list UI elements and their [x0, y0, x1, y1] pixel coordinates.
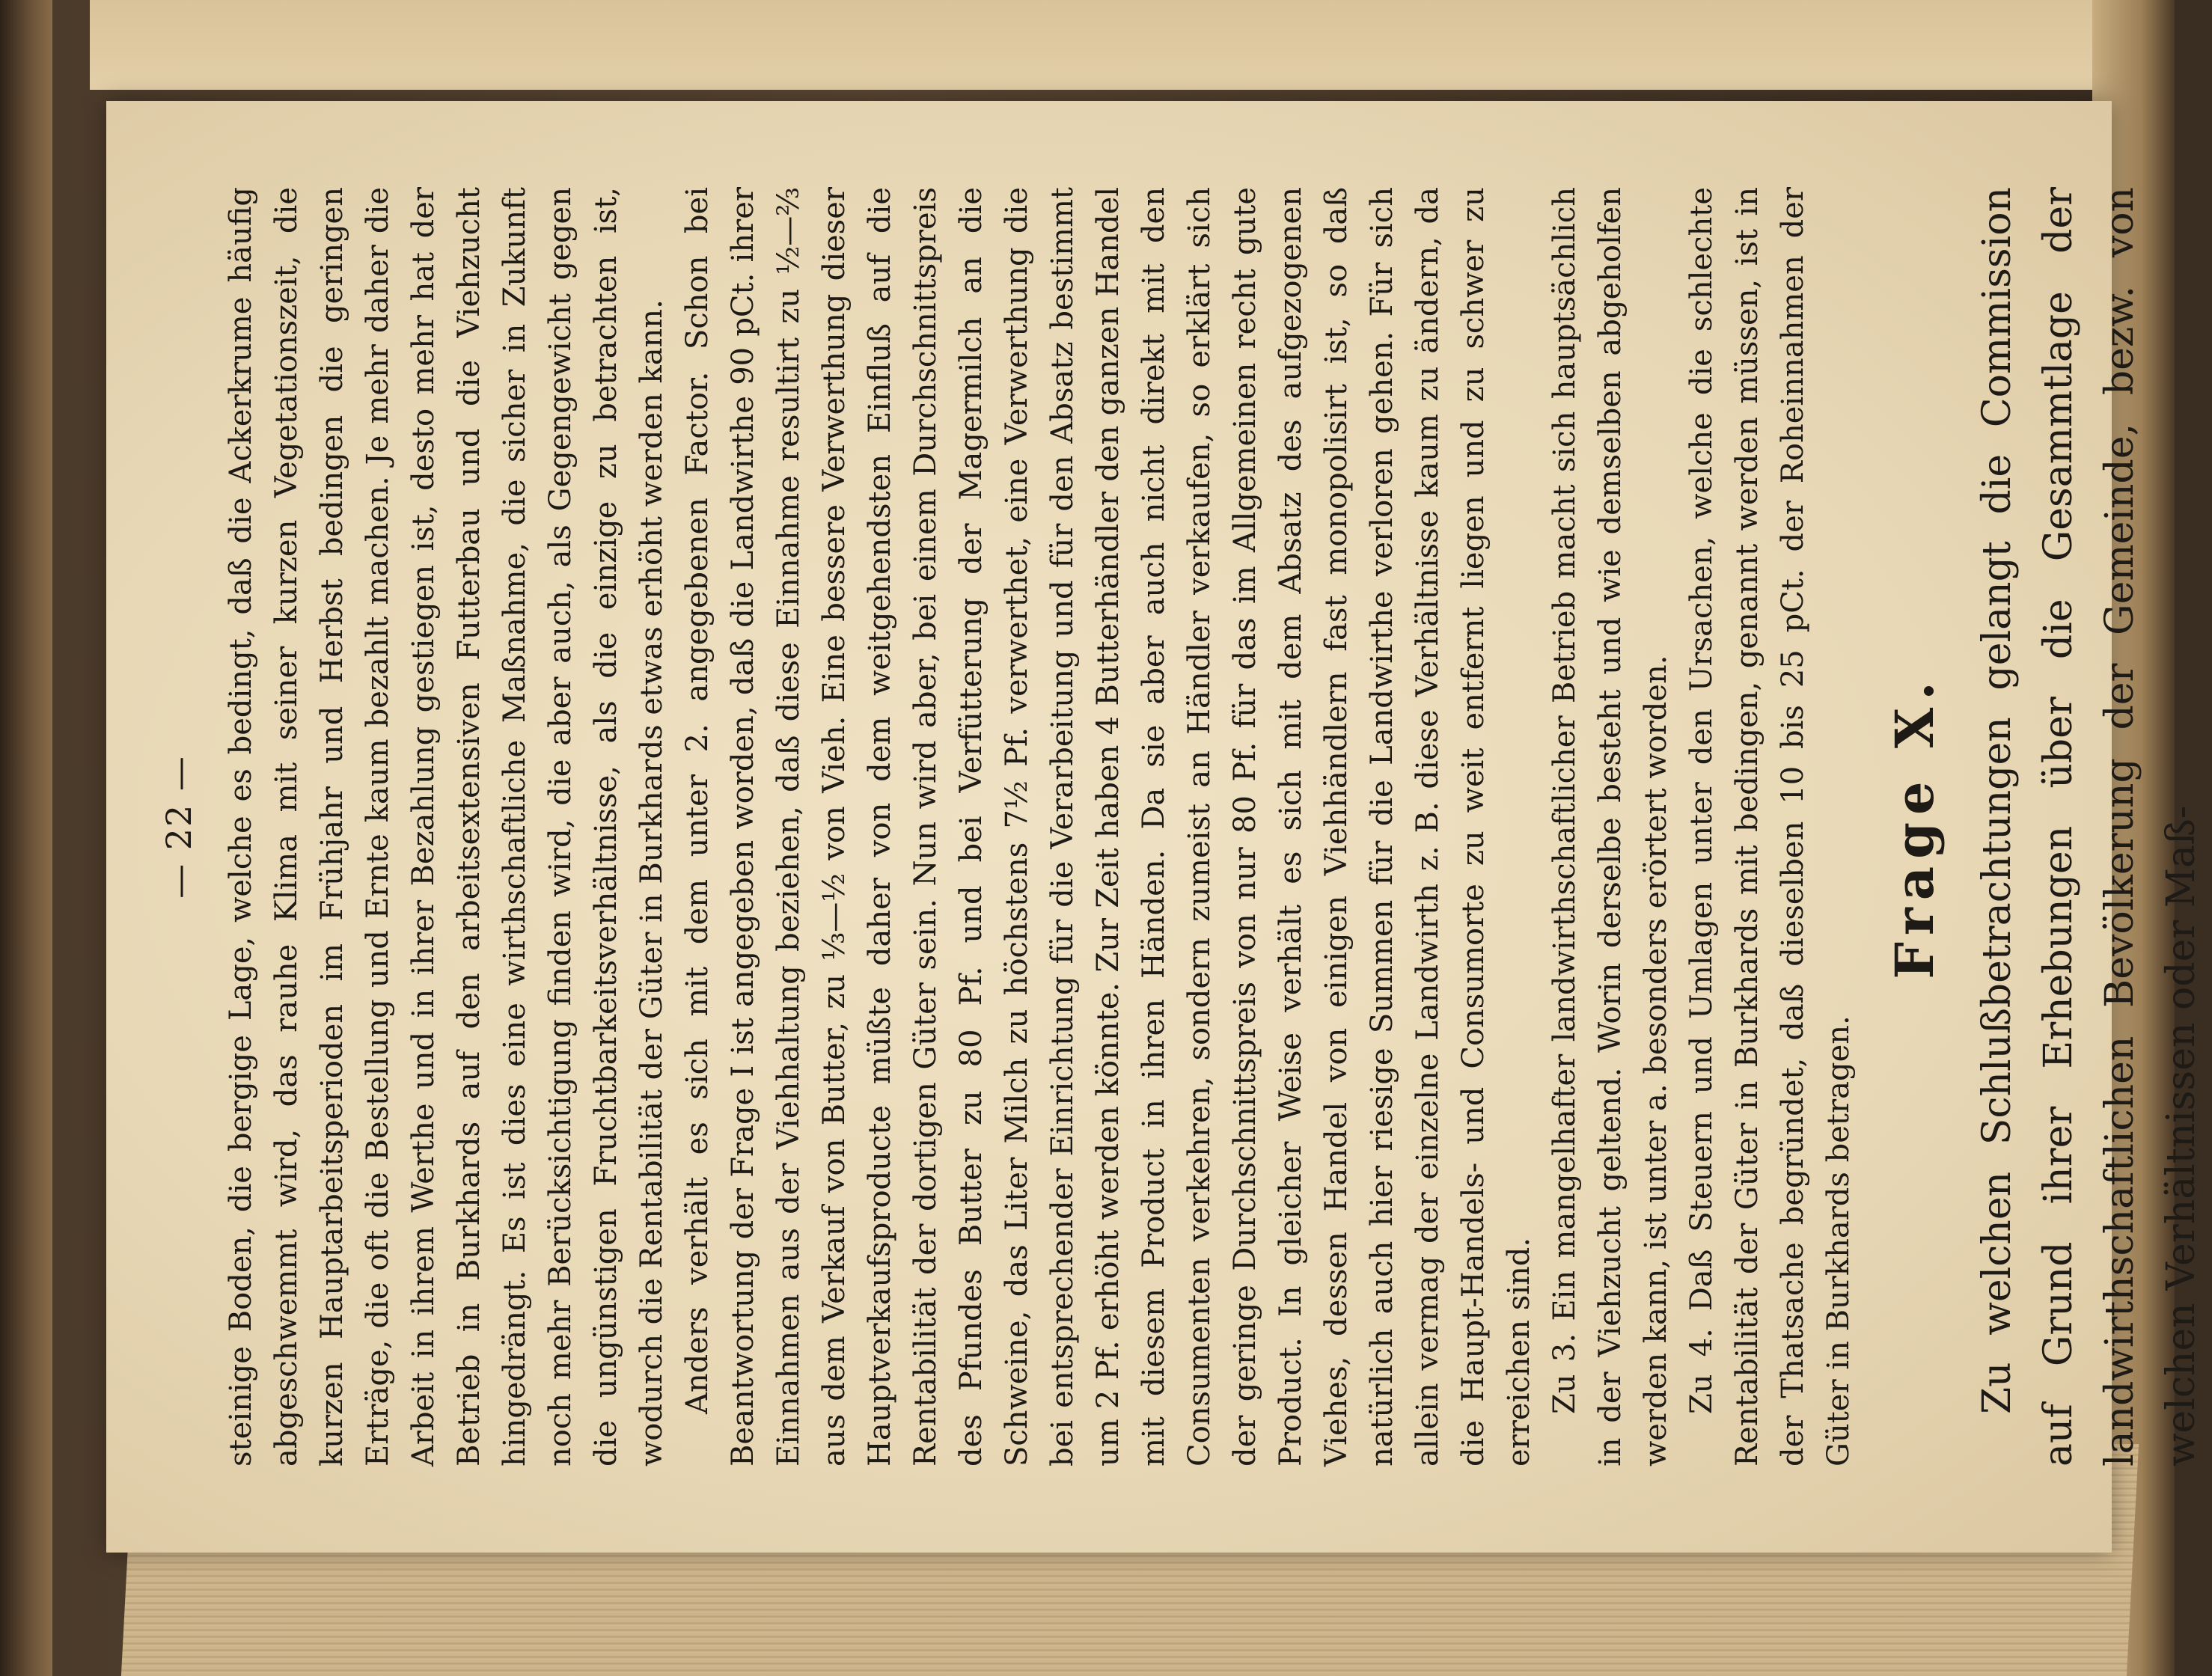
paragraph-3: Zu 3. Ein mangelhafter landwirthschaftlicher Betrieb macht sich hauptsächlich in der Viehzucht geltend. Worin derselbe besteht und wie demselben abgeholfen werden kann, ist unter a. besonders erörtert worden.	[1548, 187, 1673, 1466]
paragraph-2: Anders verhält es sich mit dem unter 2. angegebenen Factor. Schon bei Beantwortung der Frage I ist angegeben worden, daß die Landwirthe 90 pCt. ihrer Einnahmen aus der Viehhaltung beziehen, daß diese Einnahme resultirt zu ½—⅔ aus dem Verkauf von Butter, zu ⅓—½ von Vieh. Eine bessere Verwerthung dieser Hauptverkaufsproducte müßte daher von dem weitgehendsten Einfluß auf die Rentabilität der dortigen Güter sein. Nun wird aber, bei einem Durchschnittspreis des Pfundes Butter zu 80 Pf. und bei Verfütterung der Magermilch an die Schweine, das Liter Milch zu höchstens 7½ Pf. verwerthet, eine Verwerthung die bei entsprechender Einrichtung für die Verarbeitung und für den Absatz bestimmt um 2 Pf. erhöht werden könnte. Zur Zeit haben 4 Butterhändler den ganzen Handel mit diesem Product in ihren Händen. Da sie aber auch nicht direkt mit den Consumenten verkehren, sondern zumeist an Händler verkaufen, so erklärt sich der geringe Durchschnittspreis von nur 80 Pf. für das im Allgemeinen recht gute Product. In gleicher Weise verhält es sich mit dem Absatz des aufgezogenen Viehes, dessen Handel von einigen Viehhändlern fast monopolisirt ist, so daß natürlich auch hier riesige Summen für die Landwirthe verloren gehen. Für sich allein vermag der einzelne Landwirth z. B. diese Verhältnisse kaum zu ändern, da die Haupt-Handels- und Consumorte zu weit entfernt liegen und zu schwer zu erreichen sind.	[680, 187, 1536, 1466]
section-heading: Frage X.	[1883, 674, 1946, 979]
book-page	[106, 101, 2204, 1553]
page-number: — 22 —	[159, 755, 199, 899]
closing-paragraph: Zu welchen Schlußbetrachtungen gelangt die Commission auf Grund ihrer Erhebungen über die Gesammtlage der landwirthschaftlichen Bevölkerung der Gemeinde, bezw. von welchen Verhältnissen oder Maß-	[1975, 187, 2204, 1466]
page-body	[219, 187, 2204, 1466]
facing-page-edge	[90, 0, 2110, 90]
book-cover-edge	[0, 0, 52, 1676]
paragraph-4: Zu 4. Daß Steuern und Umlagen unter den Ursachen, welche die schlechte Rentabilität der Güter in Burkhards mit bedingen, genannt werden müssen, ist in der Thatsache begründet, daß dieselben 10 bis 25 pCt. der Roheinnahmen der Güter in Burkhards betragen.	[1684, 187, 1856, 1466]
paragraph-1: steinige Boden, die bergige Lage, welche es bedingt, daß die Ackerkrume häufig abgeschwemmt wird, das rauhe Klima mit seiner kurzen Vegetationszeit, die kurzen Hauptarbeitsperioden im Frühjahr und Herbst bedingen die geringen Erträge, die oft die Bestellung und Ernte kaum bezahlt machen. Je mehr daher die Arbeit in ihrem Werthe und in ihrer Bezahlung gestiegen ist, desto mehr hat der Betrieb in Burkhards auf den arbeitsextensiven Futterbau und die Viehzucht hingedrängt. Es ist dies eine wirthschaftliche Maßnahme, die sicher in Zukunft noch mehr Berücksichtigung finden wird, die aber auch, als Gegengewicht gegen die ungünstigen Fruchtbarkeitsverhältnisse, als die einzige zu betrachten ist, wodurch die Rentabilität der Güter in Burkhards etwas erhöht werden kann.	[224, 187, 669, 1466]
